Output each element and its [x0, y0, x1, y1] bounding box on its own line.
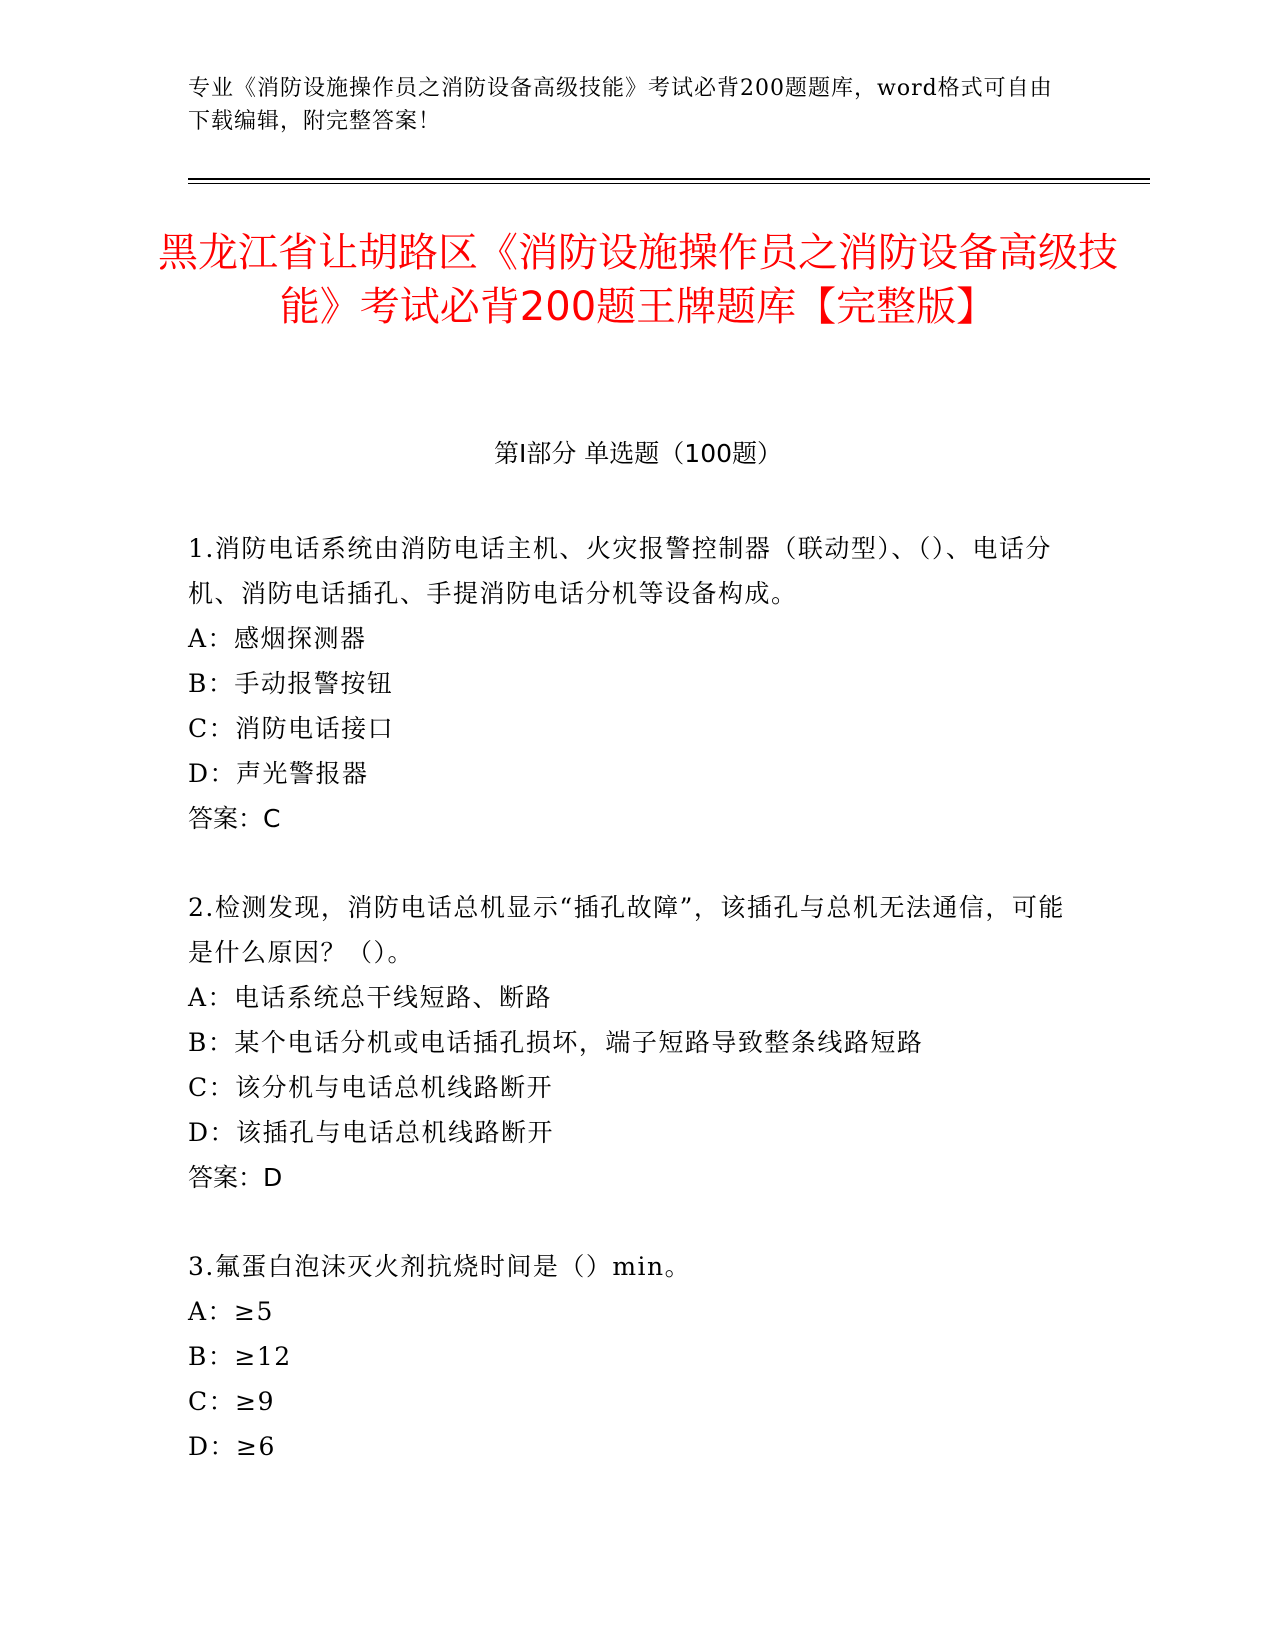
option-a: A：电话系统总干线短路、断路	[188, 983, 553, 1012]
answer: 答案：C	[188, 804, 281, 833]
answer: 答案：D	[188, 1163, 283, 1192]
question-2	[188, 885, 1068, 1200]
question-text: 2.检测发现，消防电话总机显示“插孔故障”，该插孔与总机无法通信，可能是什么原因？（）。	[188, 893, 1065, 967]
header-note: 专业《消防设施操作员之消防设备高级技能》考试必背200题题库，word格式可自由下载编辑，附完整答案！	[188, 76, 1053, 134]
question-list	[188, 526, 1068, 1513]
option-b: B：手动报警按钮	[188, 669, 394, 698]
question-3	[188, 1244, 1068, 1469]
question-1	[188, 526, 1068, 841]
header-divider-thick	[188, 178, 1150, 180]
option-c: C：该分机与电话总机线路断开	[188, 1073, 554, 1102]
option-a: A：感烟探测器	[188, 624, 367, 653]
header-divider-thin	[188, 183, 1150, 184]
option-d: D：≥6	[188, 1432, 276, 1461]
option-d: D：声光警报器	[188, 759, 369, 788]
option-b: B：≥12	[188, 1342, 292, 1371]
option-b: B：某个电话分机或电话插孔损坏，端子短路导致整条线路短路	[188, 1028, 924, 1057]
document-title: 黑龙江省让胡路区《消防设施操作员之消防设备高级技能》考试必背200题王牌题库【完整版】	[158, 230, 1118, 330]
section-title: 第I部分 单选题（100题）	[493, 439, 783, 468]
option-c: C：≥9	[188, 1387, 275, 1416]
option-a: A：≥5	[188, 1297, 274, 1326]
option-c: C：消防电话接口	[188, 714, 395, 743]
question-text: 1.消防电话系统由消防电话主机、火灾报警控制器（联动型）、（）、电话分机、消防电话插孔、手提消防电话分机等设备构成。	[188, 534, 1052, 608]
option-d: D：该插孔与电话总机线路断开	[188, 1118, 555, 1147]
question-text: 3.氟蛋白泡沫灭火剂抗烧时间是（）min。	[188, 1252, 692, 1281]
